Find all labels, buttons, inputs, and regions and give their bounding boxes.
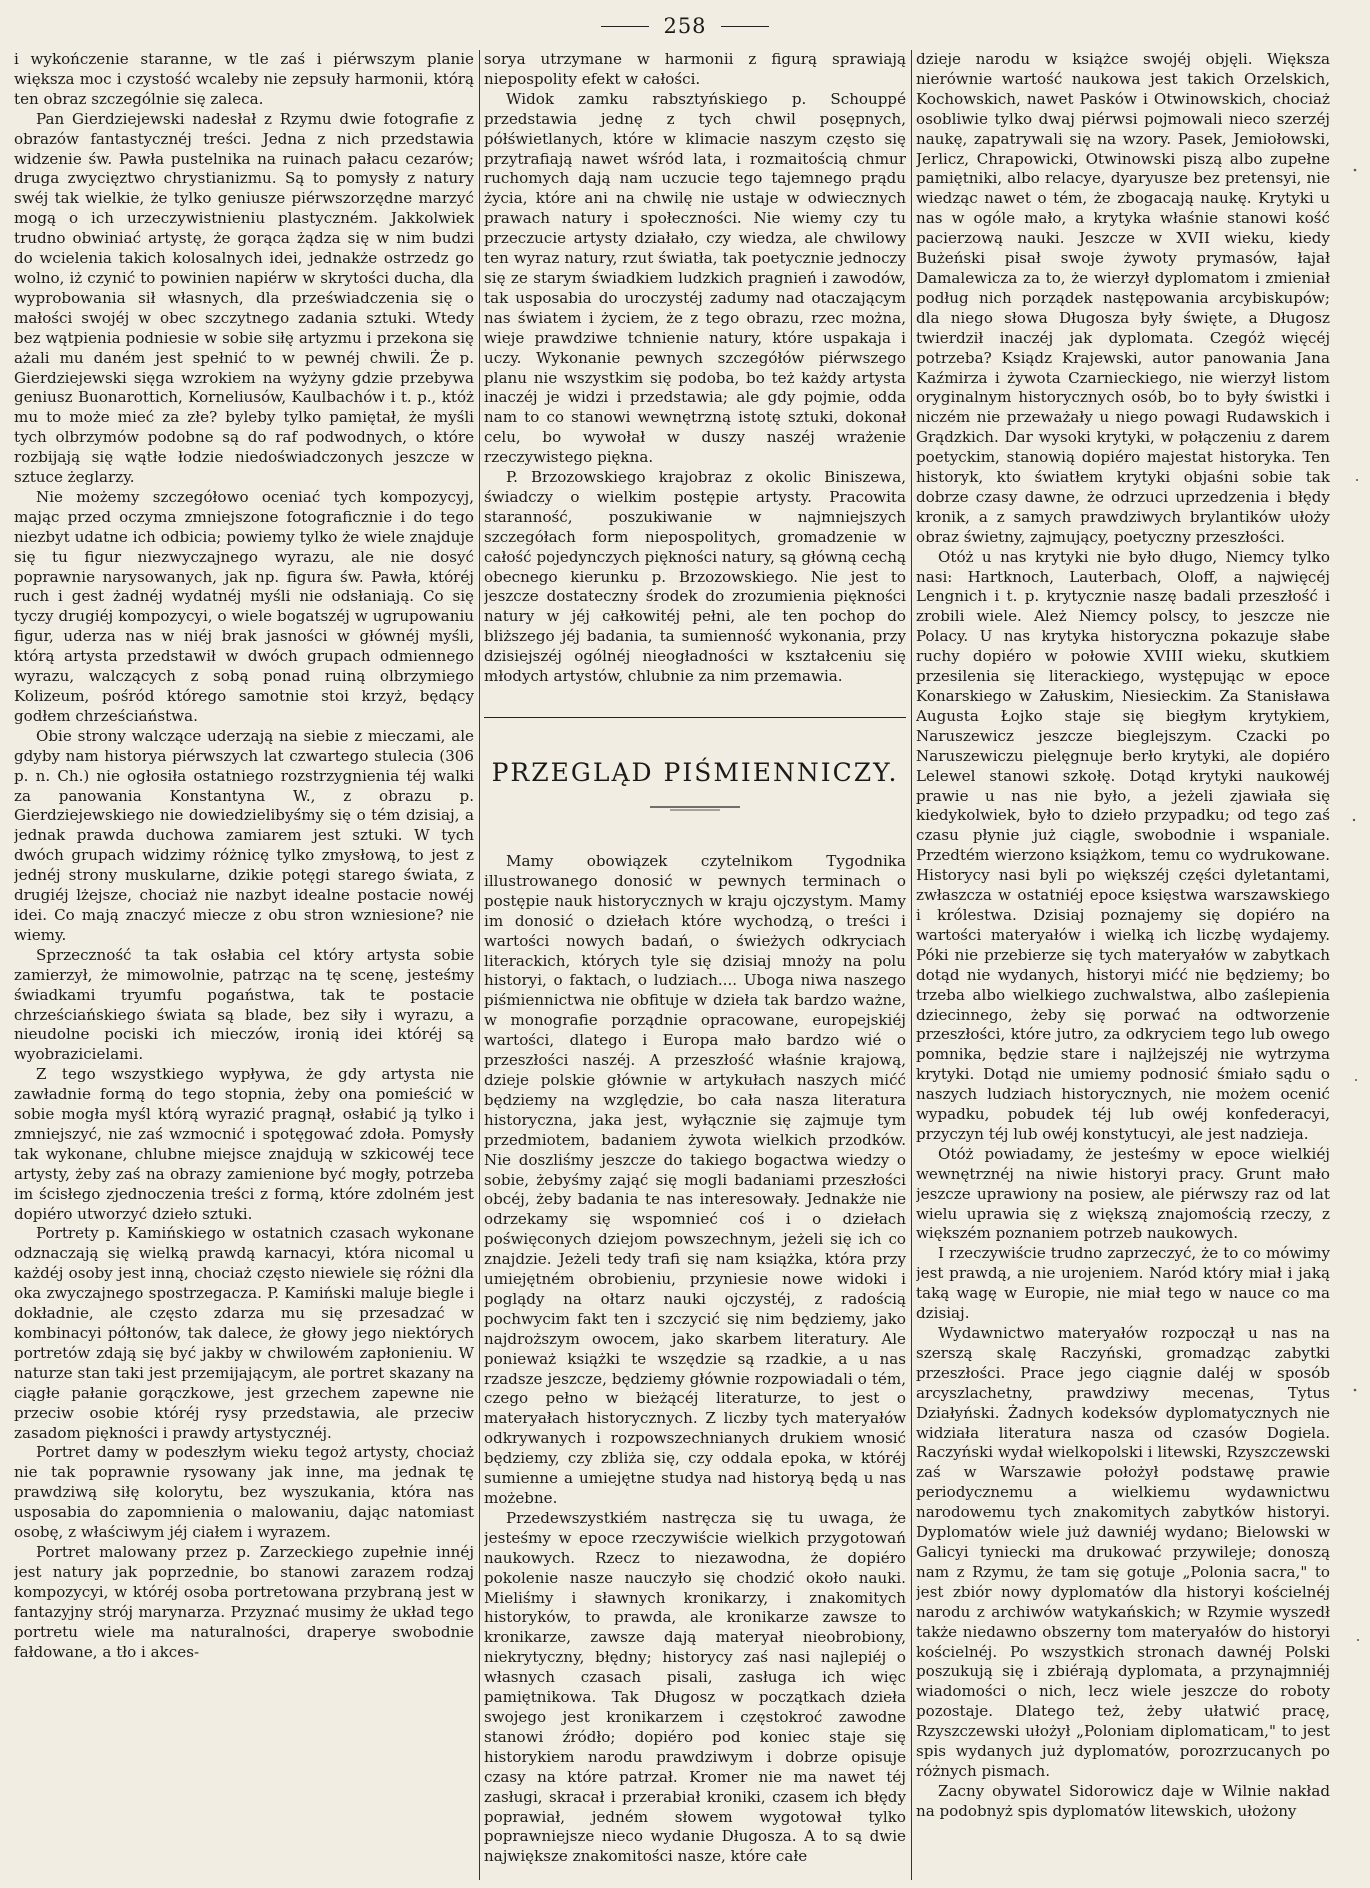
paragraph: sorya utrzymane w harmonii z figurą sprawiają niepospolity efekt w całości. [484, 50, 906, 88]
paragraph: Widok zamku rabsztyńskiego p. Schouppé przedstawia jednę z tych chwil posępnych, półświetlanych, które w klimacie naszym często się przytrafiają nawet wśród lata, i rozmaitością chmur ruchomych dają nam uczucie tego tajemnego prądu życia, które ani na chwilę nie ustaje w odwiecznych prawach natury i społeczności. Nie wiemy czy tu przeczucie artysty działało, czy wiedza, ale chwilowy ten wyraz natury, rzut światła, tak poetycznie jednoczy się ze starym świadkiem ludzkich pragnień i zawodów, tak usposabia do uroczystéj zadumy nad otaczającym nas światem i życiem, że z tego obrazu, rzec można, wieje prawdziwe tchnienie natury, które uspakaja i uczy. Wykonanie pewnych szczegółów piérwszego planu nie wszystkim się podoba, bo też każdy artysta inaczéj je widzi i przedstawia; ale gdy pojmie, odda nam to co stanowi wewnętrzną istotę sztuki, dokonał celu, bo wywołał w duszy naszéj wrażenie rzeczywistego piękna. [484, 89, 906, 467]
paragraph: Portret malowany przez p. Zarzeckiego zupełnie innéj jest natury jak poprzednie, bo stanowi zarazem rodzaj kompozycyi, w któréj osoba portretowana przybraną jest w fantazyjny strój marynarza. Przyznać musimy że układ tego portretu wiele ma naturalności, draperye swobodnie fałdowane, a tło i akces- [14, 1542, 474, 1661]
paragraph: Zacny obywatel Sidorowicz daje w Wilnie nakład na podobnyż spis dyplomatów litewskich, ułożony [916, 1781, 1330, 1820]
paragraph: I rzeczywiście trudno zaprzeczyć, że to co mówimy jest prawdą, a nie urojeniem. Naród który miał i jaką taką wagę w Europie, nie miał tego w nauce co ma dzisiaj. [916, 1244, 1330, 1323]
paragraph: Mamy obowiązek czytelnikom Tygodnika illustrowanego donosić w pewnych terminach o postępie nauk historycznych w kraju ojczystym. Mamy im donosić o dziełach które wychodzą, o treści i wartości nowych badań, o świeżych odkryciach literackich, których tyle się dzisiaj mnoży na polu historyi, o faktach, o ludziach.... Uboga niwa naszego piśmiennictwa nie obfituje w dzieła tak bardzo ważne, w monografie porządnie opracowane, europejskiéj wartości, dlatego i Europa mało bardzo wié o przeszłości naszéj. A przeszłość właśnie krajową, dzieje polskie głównie w artykułach naszych mićć będziemy na względzie, bo cała nasza literatura historyczna, jaka jest, wyłącznie się zajmuje tym przedmiotem, badaniem żywota wielkich przodków. Nie doszliśmy jeszcze do takiego bogactwa wiedzy o sobie, żebyśmy zająć się mogli badaniami przeszłości obcéj, żeby badania te nas interesowały. Jednakże nie odrzekamy się wspomnieć coś i o dziełach poświęconych dziejom powszechnym, jeżeli się ich co znajdzie. Jeżeli tedy trafi się nam książka, która przy umiejętném obrobieniu, przyniesie nowe widoki i poglądy na ołtarz nauki ojczystéj, z radością pochwycim fakt ten i szczycić się nim będziemy, jako najdroższym owocem, jako skarbem literatury. Ale ponieważ książki te wszędzie są rzadkie, a u nas rzadsze jeszcze, będziemy głównie rozpowiadali o tém, czego pełno w bieżącéj literaturze, to jest o materyałach historycznych. Z liczby tych materyałów odkrywanych i rozpowszechnianych drukiem wnosić będziemy, czy zbliża się, czy oddala epoka, w któréj sumienne a umiejętne studya nad historyą będą u nas możebne. [484, 852, 906, 1507]
paragraph: dzieje narodu w książce swojéj objęli. Większa nierównie wartość naukowa jest takich Orzelskich, Kochowskich, nawet Pasków i Otwinowskich, chociaż osobliwie tylko dwaj piérwsi pojmowali nieco szerzéj naukę, zapatrywali się na wzory. Pasek, Jemiołowski, Jerlicz, Chrapowicki, Otwinowski piszą albo zupełne pamiętniki, albo relacye, dyaryusze bez pretensyi, nie wiedząc nawet o tém, że zbogacają naukę. Krytyki u nas w ogóle mało, a krytyka właśnie stanowi kość pacierzową nauki. Jeszcze w XVII wieku, kiedy Bużeński pisał swoje żywoty prymasów, łajał Damalewicza za to, że wierzył dyplomatom i zmieniał podług nich porządek następowania arcybiskupów; dla niego słowa Długosza były święte, a Długosz twierdził inaczéj jak dyplomata. Czegóż więcéj potrzeba? Ksiądz Krajewski, autor panowania Jana Kaźmirza i żywota Czarnieckiego, nie wierzył listom oryginalnym historycznych osób, bo to były świstki i niczém nie przeważały u niego powagi Rudawskich i Grądzkich. Dar wysoki krytyki, w połączeniu z darem poetyckim, stanowią dopiéro majestat historyka. Ten historyk, kto światłem krytyki objaśni sobie tak dobrze czasy dawne, że odrzuci uprzedzenia i błędy kronik, a z samych prawdziwych brylantików ułoży obraz świetny, zajmujący, poetyczny przeszłości. [916, 50, 1330, 546]
paragraph: Pan Gierdziejewski nadesłał z Rzymu dwie fotografie z obrazów fantastycznéj treści. Jedna z nich przedstawia widzenie św. Pawła pustelnika na ruinach pałacu cezarów; druga zwycięztwo chrystianizmu. Są to pomysły z natury swéj tak wielkie, że tylko geniusze piérwszorzędne marzyć mogą o ich urzeczywistnieniu plastyczném. Jakkolwiek trudno obwiniać artystę, że gorąca żądza się w nim budzi do wcielenia takich kolosalnych idei, jednakże ostrzedz go wolno, iż czynić to powinien napiérw w skrytości ducha, dla wyprobowania sił własnych, dla przeświadczenia się o małości swojéj w obec szczytnego zadania sztuki. Wtedy bez wątpienia podniesie w sobie siłę artyzmu i przekona się ażali mu daném jest spełnić to w pewnéj chwili. Że p. Gierdziejewski sięga wzrokiem na wyżyny gdzie przebywa geniusz Buonarottich, Korneliusów, Kaulbachów i t. p., któż mu to może mieć za złe? byleby tylko pamiętał, że myśli tych olbrzymów podobne są do raf podwodnych, o które rozbijają się wątłe łodzie niedoświadczonych jeszcze w sztuce żeglarzy. [14, 109, 474, 487]
paragraph: Obie strony walczące uderzają na siebie z mieczami, ale gdyby nam historya piérwszych lat czwartego stulecia (306 p. n. Ch.) nie ogłosiła ostatniego rozstrzygnienia téj walki za panowania Konstantyna W., z obrazu p. Gierdziejewskiego nie dowiedzielibyśmy się o tém dzisiaj, a jednak prawda duchowa zamiarem jest sztuki. W tych dwóch grupach widzimy różnicę tylko zmysłową, to jest z jednéj strony muskularne, dzikie potęgi starego świata, z drugiéj lżejsze, chociaż nie nazbyt idealne postacie nowéj idei. Co mają znaczyć miecze z obu stron wzniesione? nie wiemy. [14, 726, 474, 944]
column-divider [479, 50, 480, 1880]
text-columns [14, 50, 1330, 1880]
page-header [0, 14, 1370, 38]
section-separator [484, 717, 906, 718]
paragraph: Otóż powiadamy, że jesteśmy w epoce wielkiéj wewnętrznéj na niwie historyi pracy. Grunt mało jeszcze uprawiony na posiew, ale piérwszy raz od lat wielu uprawia się z większą znajomością rzeczy, z większém poznaniem potrzeb naukowych. [916, 1144, 1330, 1243]
paragraph: Przedewszystkiém nastręcza się tu uwaga, że jesteśmy w epoce rzeczywiście wielkich przygotowań naukowych. Rzecz to niezawodna, że dopiéro pokolenie nasze nauczyło się chodzić około nauki. Mieliśmy i sławnych kronikarzy, i znakomitych historyków, to prawda, ale kronikarze zawsze to kronikarze, zawsze dają materyał nieobrobiony, niekrytyczny, błędny; historycy zaś nasi najlepiéj o własnych czasach pisali, zasługa ich więc pamiętnikowa. Tak Długosz w początkach dzieła swojego jest kronikarzem i częstokroć zawodne stanowi źródło; dopiéro pod koniec staje się historykiem narodu prawdziwym i dobrze opisuje czasy na które patrzał. Kromer nie ma nawet téj zasługi, skracał i przerabiał kroniki, czasem ich błędy poprawiał, jedném słowem wygotował tylko poprawniejsze nieco wydanie Długosza. A to są dwie największe znakomitości nasze, które całe [484, 1508, 906, 1866]
title-ornament [650, 802, 740, 812]
paragraph: Sprzeczność ta tak osłabia cel który artysta sobie zamierzył, że mimowolnie, patrząc na tę scenę, jesteśmy świadkami tryumfu pogaństwa, tak te postacie chrześciańskiego świata są blade, bez siły i wyrazu, a nieudolne pociski ich mieczów, ironią idei któréj są wyobrazicielami. [14, 945, 474, 1064]
page-edge-speckle [1346, 60, 1364, 1860]
paragraph: P. Brzozowskiego krajobraz z okolic Biniszewa, świadczy o wielkim postępie artysty. Pracowita staranność, poszukiwanie w najmniejszych szczegółach form niepospolitych, gromadzenie w całość pojedynczych piękności natury, są główną cechą obecnego kierunku p. Brzozowskiego. Nie jest to jeszcze dostateczny środek do zrozumienia piękności natury w jéj całkowitéj pełni, ale ten pochop do bliższego jéj badania, ta sumienność wykonania, przy dzisiejszéj ogólnéj nieogładności w kształceniu się młodych artystów, chlubnie za nim przemawia. [484, 468, 906, 686]
header-rule-right [721, 26, 769, 27]
header-rule-left [601, 26, 649, 27]
paragraph: i wykończenie staranne, w tle zaś i piérwszym planie większa moc i czystość wcaleby nie zepsuły harmonii, którą ten obraz szczególnie się zaleca. [14, 50, 474, 108]
column-right [916, 50, 1330, 1880]
paragraph: Portrety p. Kamińskiego w ostatnich czasach wykonane odznaczają się wielką prawdą karnacyi, która nicomal u każdéj osoby jest inną, chociaż często niewiele się różni dla oka zwyczajnego spostrzegacza. P. Kamiński maluje biegle i dokładnie, ale często zdarza mu się przesadzać w kombinacyi półtonów, tak dalece, że głowy jego niektórych portretów zdają się być jakby w chwilowém zapłonieniu. W naturze stan taki jest przemijającym, ale portret skazany na ciągłe pałanie gorączkowe, jest grzechem zapewne nie przeciw osobie któréj rysy przedstawia, ale przeciw zasadom piękności i prawdy artystycznéj. [14, 1224, 474, 1442]
paragraph: Nie możemy szczegółowo oceniać tych kompozycyj, mając przed oczyma zmniejszone fotograficznie i do tego niezbyt udatne ich odbicia; powiemy tylko że wiele znajduje się tu figur niezwyczajnego wyrazu, ale nie dosyć poprawnie narysowanych, jak np. figura św. Pawła, któréj ruch i gest żadnéj wydatnéj myśli nie odsłaniają. Co się tyczy drugiéj kompozycyi, o wiele bogatszéj w ugrupowaniu figur, uderza nas w niéj brak jasności w głównéj myśli, którą artysta przedstawił w dwóch grupach odmiennego wyrazu, walczących z sobą ponad ruiną olbrzymiego Kolizeum, pośród którego samotnie stoi krzyż, będący godłem chrześciaństwa. [14, 487, 474, 725]
column-left [14, 50, 474, 1880]
column-middle [484, 50, 906, 1880]
paragraph: Z tego wszystkiego wypływa, że gdy artysta nie zawładnie formą do tego stopnia, żeby ona pomieścić w sobie mogła myśl którą wyrazić pragnął, osłabić ją tylko i zmniejszyć, nie zaś wzmocnić i spotęgować zdoła. Pomysły tak wykonane, chlubne miejsce znajdują w szkicowéj tece artysty, żeby zaś na obrazy zamienione być mogły, potrzeba im ścisłego zjednoczenia treści z formą, które zdolném jest dopiéro utworzyć dzieło sztuki. [14, 1065, 474, 1223]
paragraph: Otóż u nas krytyki nie było długo, Niemcy tylko nasi: Hartknoch, Lauterbach, Oloff, a najwięcéj Lengnich i t. p. krytycznie naszę badali przeszłość i zrobili wiele. Ależ Niemcy polscy, to jeszcze nie Polacy. U nas krytyka historyczna pokazuje słabe ruchy dopiéro w połowie XVIII wieku, skutkiem przesilenia się literackiego, występując w epoce Konarskiego w Załuskim, Niesieckim. Za Stanisława Augusta Łojko staje się biegłym krytykiem, Naruszewicz jeszcze bieglejszym. Czacki po Naruszewiczu pielęgnuje berło krytyki, ale dopiéro Lelewel stanowi szkołę. Dotąd krytyki naukowéj prawie u nas nie było, a jeżeli zjawiała się kiedykolwiek, było to dzieło przypadku; od tego zaś czasu płynie już ciągle, swobodnie i wspaniale. Przedtém wierzono książkom, temu co wydrukowane. Historycy nasi byli po większéj części dyletantami, zwłaszcza w ostatniéj epoce księstwa warszawskiego i królestwa. Dzisiaj poznajemy się dopiéro na wartości materyałów i wielką ich liczbę wydajemy. Póki nie przebierze się tych materyałów w zabytkach dotąd nie wydanych, historyi mićć nie będziemy; bo trzeba albo wielkiego zuchwalstwa, albo zaślepienia dziecinnego, żeby się porwać na odtworzenie przeszłości, które jutro, za odkryciem tego lub owego pomnika, będzie stare i najlżejszéj nie wytrzyma krytyki. Dotąd nie umiemy podnosić śmiało sądu o naszych ludziach historycznych, nie możem ocenić wypadku, pobudek téj lub owéj konfederacyi, przyczyn téj lub owéj konstytucyi, ale jest nadzieja. [916, 547, 1330, 1143]
paragraph: Wydawnictwo materyałów rozpoczął u nas na szerszą skalę Raczyński, gromadząc zabytki przeszłości. Prace jego ciągnie daléj w sposób arcyszlachetny, prawdziwy mecenas, Tytus Działyński. Żadnych kodeksów dyplomatycznych nie widziała literatura nasza od czasów Dogiela. Raczyński wydał wielkopolski i litewski, Rzyszczewski zaś w Warszawie położył podstawę prawie periodycznemu a wielkiemu wydawnictwu narodowemu tych znakomitych zabytków historyi. Dyplomatów wiele już dawniéj wydano; Bielowski w Galicyi tyniecki ma drukować przywileje; donoszą nam z Rzymu, że tam się gotuje „Polonia sacra," to jest zbiór nowy dyplomatów dla historyi kościelnéj narodu z archiwów watykańskich; w Rzymie wyszedł także niedawno obszerny tom materyałów do historyi kościelnéj. Po wszystkich stronach dawnéj Polski poszukują się i zbiérają dyplomata, a przynajmniéj wiadomości o nich, lecz wiele jeszcze do roboty pozostaje. Dlatego też, żeby ułatwić pracę, Rzyszczewski ułożył „Poloniam diplomaticam," to jest spis wydanych już dyplomatów, porozrzucanych po różnych pismach. [916, 1324, 1330, 1780]
column-divider [911, 50, 912, 1880]
page-number: 258 [663, 14, 707, 38]
paragraph: Portret damy w podeszłym wieku tegoż artysty, chociaż nie tak poprawnie rysowany jak inne, ma jednak tę prawdziwą siłę kolorytu, bez wyszukania, która nas usposabia do zapomnienia o malowaniu, dając natomiast osobę, z właściwym jéj ciałem i wyrazem. [14, 1443, 474, 1542]
section-title: PRZEGLĄD PIŚMIENNICZY. [491, 758, 899, 787]
